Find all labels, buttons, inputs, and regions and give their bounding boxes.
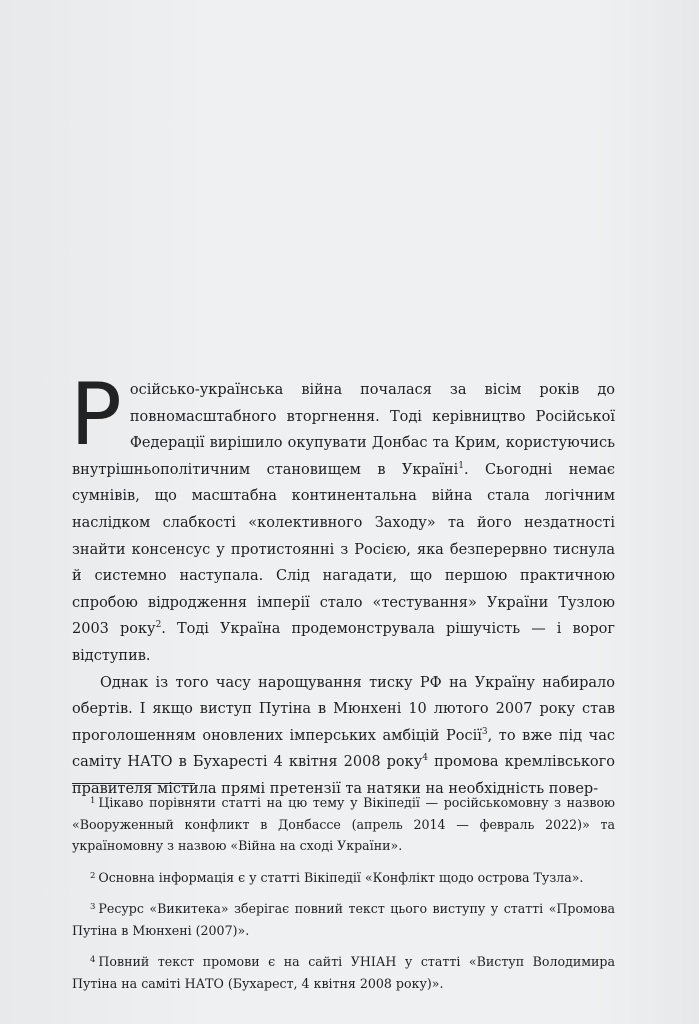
paragraph-1 [70, 365, 615, 670]
text-segment: , то вже під час саміту НАТО в Бухаресті 4 квітня 2008 року [72, 727, 615, 771]
footnote-mark: 3 [90, 902, 96, 912]
drop-cap: Р [70, 365, 122, 465]
text-segment: Однак із того часу нарощування тиску РФ на Україну набирало обертів. І якщо виступ Путіна в Мюнхені 10 лютого 2007 року став проголошенням оновлених імперських амбіцій Росії [72, 674, 615, 744]
footnote-text: Ресурс «Викитека» зберігає повний текст цього виступу у статті «Промова Путіна в Мюнхені (2007)». [72, 901, 615, 938]
footnote-divider [72, 783, 195, 784]
footnote-mark: 1 [90, 796, 96, 806]
footnote-1 [72, 792, 615, 857]
footnote-3 [72, 898, 615, 941]
footnote-ref[interactable]: 3 [481, 726, 488, 737]
footnote-ref[interactable]: 2 [155, 620, 162, 631]
main-text [70, 365, 615, 803]
text-segment: промова кремлівського правителя містила прямі претензії та натяки на необхідність повер- [72, 754, 615, 797]
footnote-4 [72, 951, 615, 994]
text-segment: . Тоді Україна продемонструвала рішучість — і ворог відступив. [72, 621, 615, 664]
footnote-text: Повний текст промови є на сайті УНІАН у статті «Виступ Володимира Путіна на саміті НАТО (Бухарест, 4 квітня 2008 року)». [72, 954, 615, 991]
footnote-mark: 4 [90, 955, 96, 965]
text-segment: . Сьогодні немає сумнівів, що масштабна континентальна війна стала логічним наслідком слабкості «колективного Заходу» та його нездатності знайти консенсус у протистоянні з Росією, яка безперервно тиснула й системно наступала. Слід нагадати, що першою практичною спробою відродження імперії стало «тестування» України Тузлою 2003 року [72, 461, 615, 638]
footnote-ref[interactable]: 1 [458, 460, 465, 471]
text-segment: осійсько-українська війна почалася за вісім років до повномасштабного вторгнення. Тоді керівництво Російської Федерації вирішило окупувати Донбас та Крим, користуючись внутрішньополітичним становищем в Україні [72, 382, 615, 478]
footnote-mark: 2 [90, 870, 96, 881]
footnote-ref[interactable]: 4 [422, 753, 428, 764]
footnote-text: Цікаво порівняти статті на цю тему у Вікіпедії — російськомовну з назвою «Вооруженный конфликт в Донбассе (апрель 2014 — февраль 2022)» та україномовну з назвою «Війна на сході України». [72, 795, 615, 853]
footnotes [72, 792, 615, 994]
footnote-text: Основна інформація є у статті Вікіпедії «Конфлікт щодо острова Тузла». [98, 869, 584, 885]
footnote-2 [72, 867, 615, 889]
